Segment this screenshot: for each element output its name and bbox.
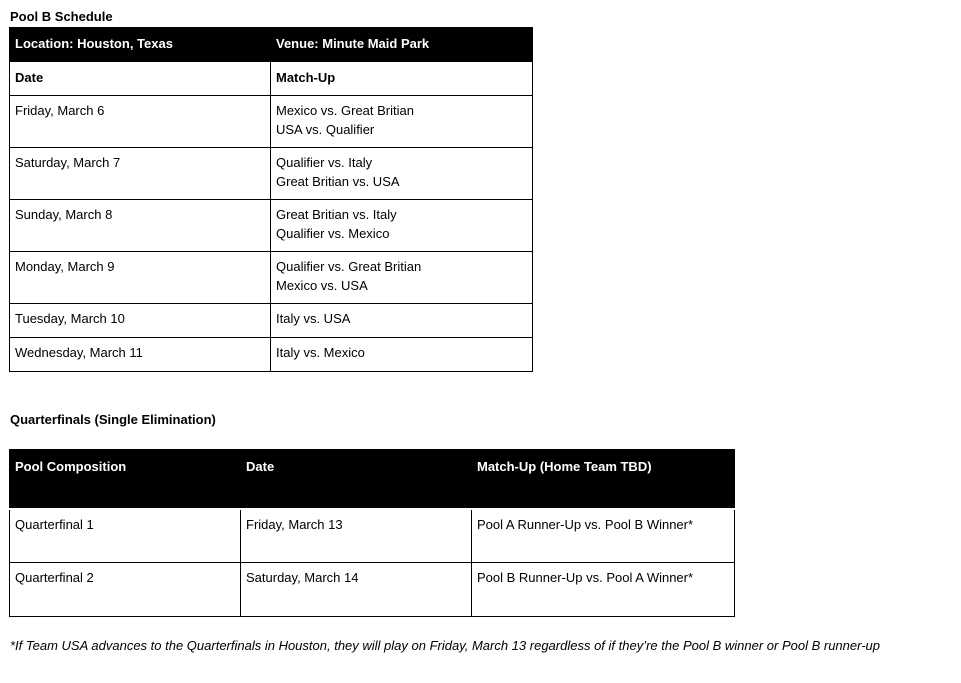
quarterfinals-heading: Quarterfinals (Single Elimination) <box>10 412 216 427</box>
quarterfinals-table <box>9 449 735 617</box>
location-label: Location: Houston, Texas <box>10 28 271 62</box>
game-matchups <box>271 148 533 200</box>
date-column-header: Date <box>10 62 271 96</box>
game-matchups <box>271 96 533 148</box>
game-matchups <box>271 200 533 252</box>
game-matchups <box>271 252 533 304</box>
table-row <box>10 148 533 200</box>
matchup: Italy vs. Mexico <box>276 345 365 360</box>
quarterfinal-matchup: Pool A Runner-Up vs. Pool B Winner* <box>472 509 735 563</box>
table-row <box>10 304 533 338</box>
quarterfinal-date: Saturday, March 14 <box>241 563 472 617</box>
quarterfinal-date: Friday, March 13 <box>241 509 472 563</box>
table-row <box>10 563 735 617</box>
game-date: Sunday, March 8 <box>10 200 271 252</box>
matchup: Mexico vs. Great Britian <box>276 103 414 118</box>
pool-b-header-row <box>10 28 533 62</box>
table-row <box>10 200 533 252</box>
quarterfinal-matchup: Pool B Runner-Up vs. Pool A Winner* <box>472 563 735 617</box>
quarterfinals-header-row <box>10 450 735 509</box>
game-date: Saturday, March 7 <box>10 148 271 200</box>
matchup: Qualifier vs. Italy <box>276 155 373 170</box>
date-column-header: Date <box>241 450 472 509</box>
matchup: Great Britian vs. USA <box>276 174 400 189</box>
pool-composition-column-header: Pool Composition <box>10 450 241 509</box>
game-matchups <box>271 304 533 338</box>
matchup: Qualifier vs. Great Britian <box>276 259 422 274</box>
matchup-column-header: Match-Up <box>271 62 533 96</box>
footnote: *If Team USA advances to the Quarterfinals in Houston, they will play on Friday, March 13 regardless of if they’re the Pool B winner or Pool B runner-up <box>10 638 880 653</box>
pool-b-heading: Pool B Schedule <box>10 9 113 24</box>
table-row <box>10 509 735 563</box>
matchup-column-header: Match-Up (Home Team TBD) <box>472 450 735 509</box>
matchup: Mexico vs. USA <box>276 278 368 293</box>
matchup: Great Britian vs. Italy <box>276 207 397 222</box>
game-date: Friday, March 6 <box>10 96 271 148</box>
game-date: Wednesday, March 11 <box>10 338 271 372</box>
pool-b-schedule-table <box>9 27 533 372</box>
table-row <box>10 96 533 148</box>
game-matchups <box>271 338 533 372</box>
matchup: Italy vs. USA <box>276 311 351 326</box>
matchup: USA vs. Qualifier <box>276 122 375 137</box>
table-row <box>10 338 533 372</box>
game-date: Monday, March 9 <box>10 252 271 304</box>
table-row <box>10 252 533 304</box>
venue-label: Venue: Minute Maid Park <box>271 28 533 62</box>
quarterfinal-name: Quarterfinal 2 <box>10 563 241 617</box>
game-date: Tuesday, March 10 <box>10 304 271 338</box>
matchup: Qualifier vs. Mexico <box>276 226 390 241</box>
pool-b-column-header-row <box>10 62 533 96</box>
quarterfinal-name: Quarterfinal 1 <box>10 509 241 563</box>
